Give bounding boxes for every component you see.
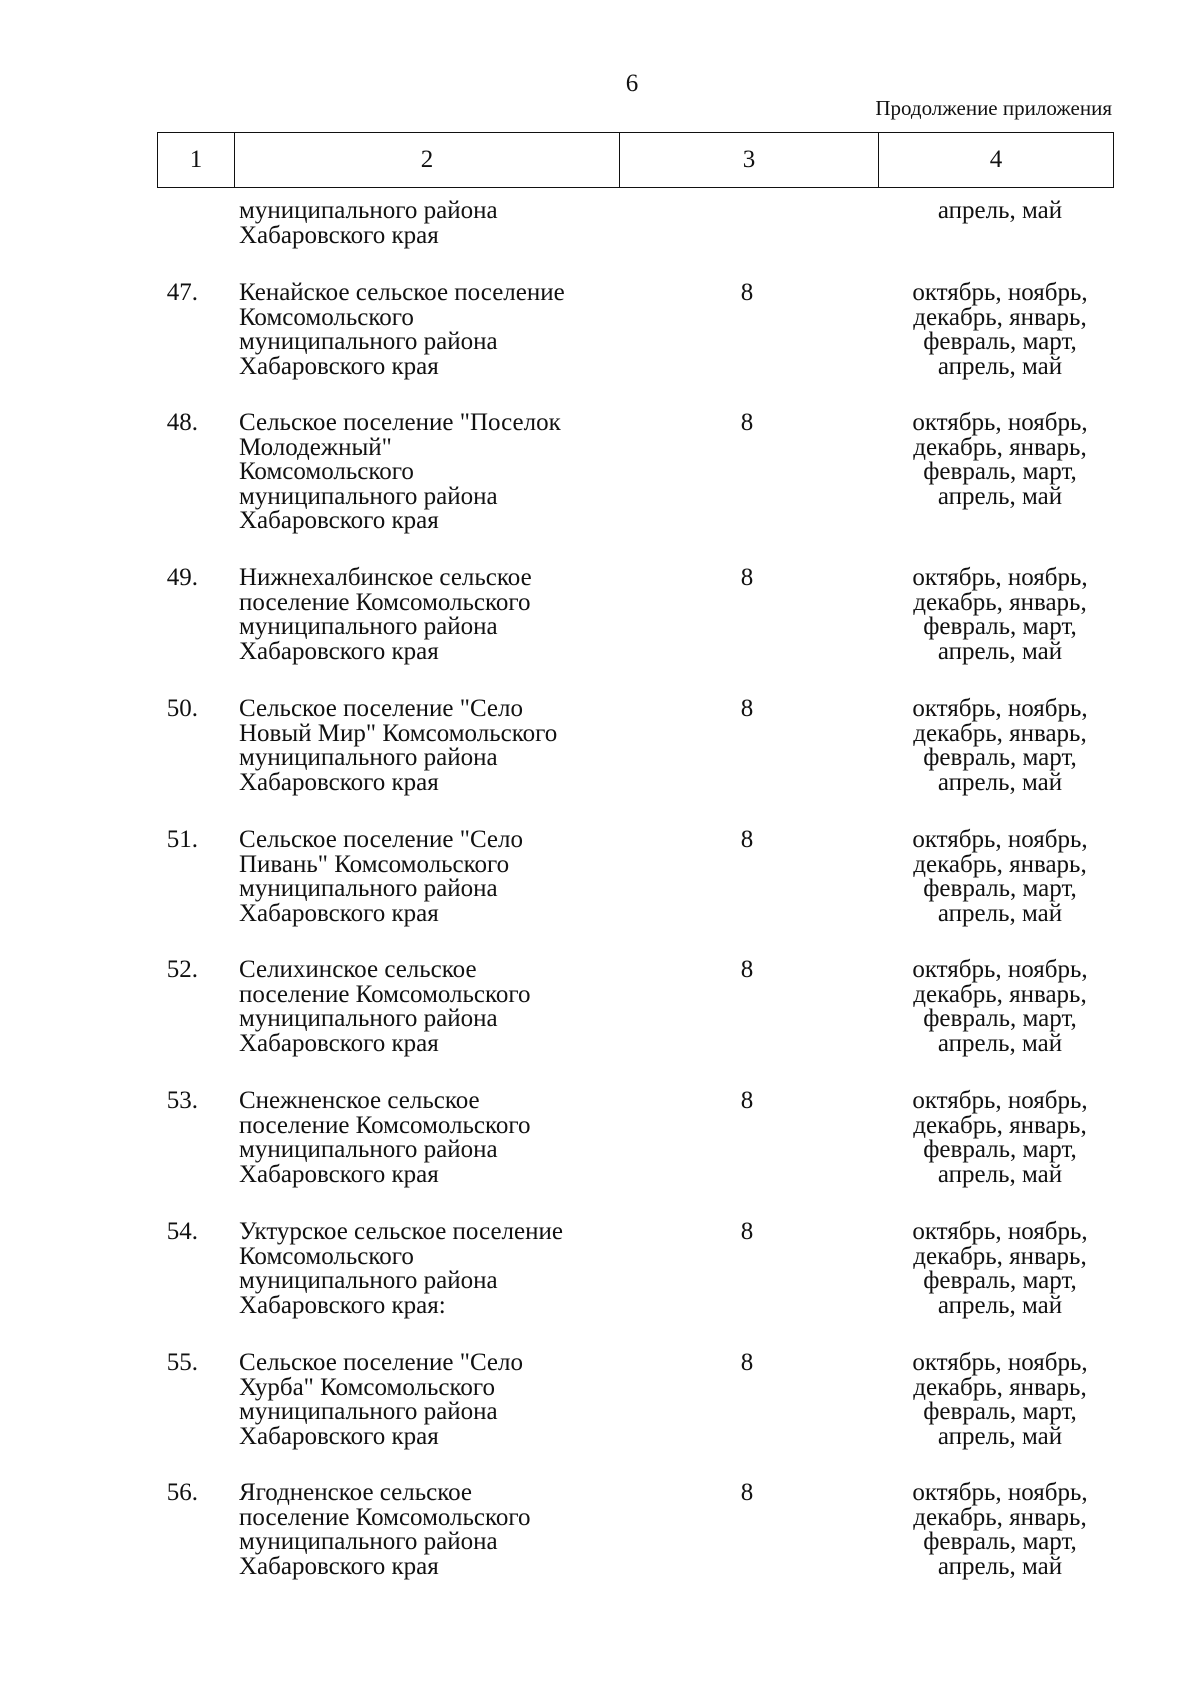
row-months: октябрь, ноябрь, декабрь, январь, февраль, март, апрель, май (912, 1479, 1088, 1580)
row-months: октябрь, ноябрь, декабрь, январь, февраль, март, апрель, май (912, 956, 1088, 1057)
settlement-name: Селихинское сельское поселение Комсомольского муниципального района Хабаровского края (239, 956, 531, 1057)
settlement-name: Кенайское сельское поселение Комсомольского муниципального района Хабаровского края (239, 279, 565, 380)
settlement-name: муниципального района Хабаровского края (239, 197, 498, 249)
row-number: 53. (166, 1087, 198, 1114)
row-number: 54. (166, 1218, 198, 1245)
page-number: 6 (625, 70, 639, 97)
settlement-name: Уктурское сельское поселение Комсомольского муниципального района Хабаровского края: (239, 1218, 563, 1319)
row-quantity: 8 (740, 1218, 754, 1245)
row-months: октябрь, ноябрь, декабрь, январь, февраль, март, апрель, май (912, 695, 1088, 796)
row-number: 50. (166, 695, 198, 722)
row-number: 51. (166, 826, 198, 853)
row-quantity: 8 (740, 695, 754, 722)
settlement-name: Снежненское сельское поселение Комсомольского муниципального района Хабаровского края (239, 1087, 531, 1188)
settlement-name: Ягодненское сельское поселение Комсомольского муниципального района Хабаровского края (239, 1479, 531, 1580)
row-quantity: 8 (740, 826, 754, 853)
row-quantity: 8 (740, 409, 754, 436)
row-months: октябрь, ноябрь, декабрь, январь, февраль, март, апрель, май (912, 1218, 1088, 1319)
row-number: 56. (166, 1479, 198, 1506)
row-number: 48. (166, 409, 198, 436)
row-number: 52. (166, 956, 198, 983)
settlement-name: Сельское поселение "Село Пивань" Комсомольского муниципального района Хабаровского края (239, 826, 524, 927)
column-header-1: 1 (158, 133, 235, 188)
settlement-name: Нижнехалбинское сельское поселение Комсомольского муниципального района Хабаровского края (239, 564, 532, 665)
row-months: октябрь, ноябрь, декабрь, январь, февраль, март, апрель, май (912, 1087, 1088, 1188)
row-quantity: 8 (740, 1349, 754, 1376)
row-months: октябрь, ноябрь, декабрь, январь, февраль, март, апрель, май (912, 1349, 1088, 1450)
row-months: октябрь, ноябрь, декабрь, январь, февраль, март, апрель, май (912, 564, 1088, 665)
row-quantity: 8 (740, 564, 754, 591)
row-months: октябрь, ноябрь, декабрь, январь, февраль, март, апрель, май (912, 409, 1088, 510)
row-number: 55. (166, 1349, 198, 1376)
continuation-caption: Продолжение приложения (875, 96, 1112, 120)
column-header-4: 4 (879, 133, 1114, 188)
row-quantity: 8 (740, 1479, 754, 1506)
row-quantity: 8 (740, 1087, 754, 1114)
row-quantity: 8 (740, 279, 754, 306)
column-header-2: 2 (235, 133, 620, 188)
row-months: октябрь, ноябрь, декабрь, январь, февраль, март, апрель, май (912, 279, 1088, 380)
row-months: октябрь, ноябрь, декабрь, январь, февраль, март, апрель, май (912, 826, 1088, 927)
row-number: 47. (166, 279, 198, 306)
row-number: 49. (166, 564, 198, 591)
column-header-3: 3 (620, 133, 879, 188)
settlement-name: Сельское поселение "Поселок Молодежный" Комсомольского муниципального района Хабаровского края (239, 409, 561, 534)
settlement-name: Сельское поселение "Село Хурба" Комсомольского муниципального района Хабаровского края (239, 1349, 524, 1450)
row-quantity: 8 (740, 956, 754, 983)
settlement-name: Сельское поселение "Село Новый Мир" Комсомольского муниципального района Хабаровского края (239, 695, 558, 796)
row-months: апрель, май (937, 197, 1063, 224)
